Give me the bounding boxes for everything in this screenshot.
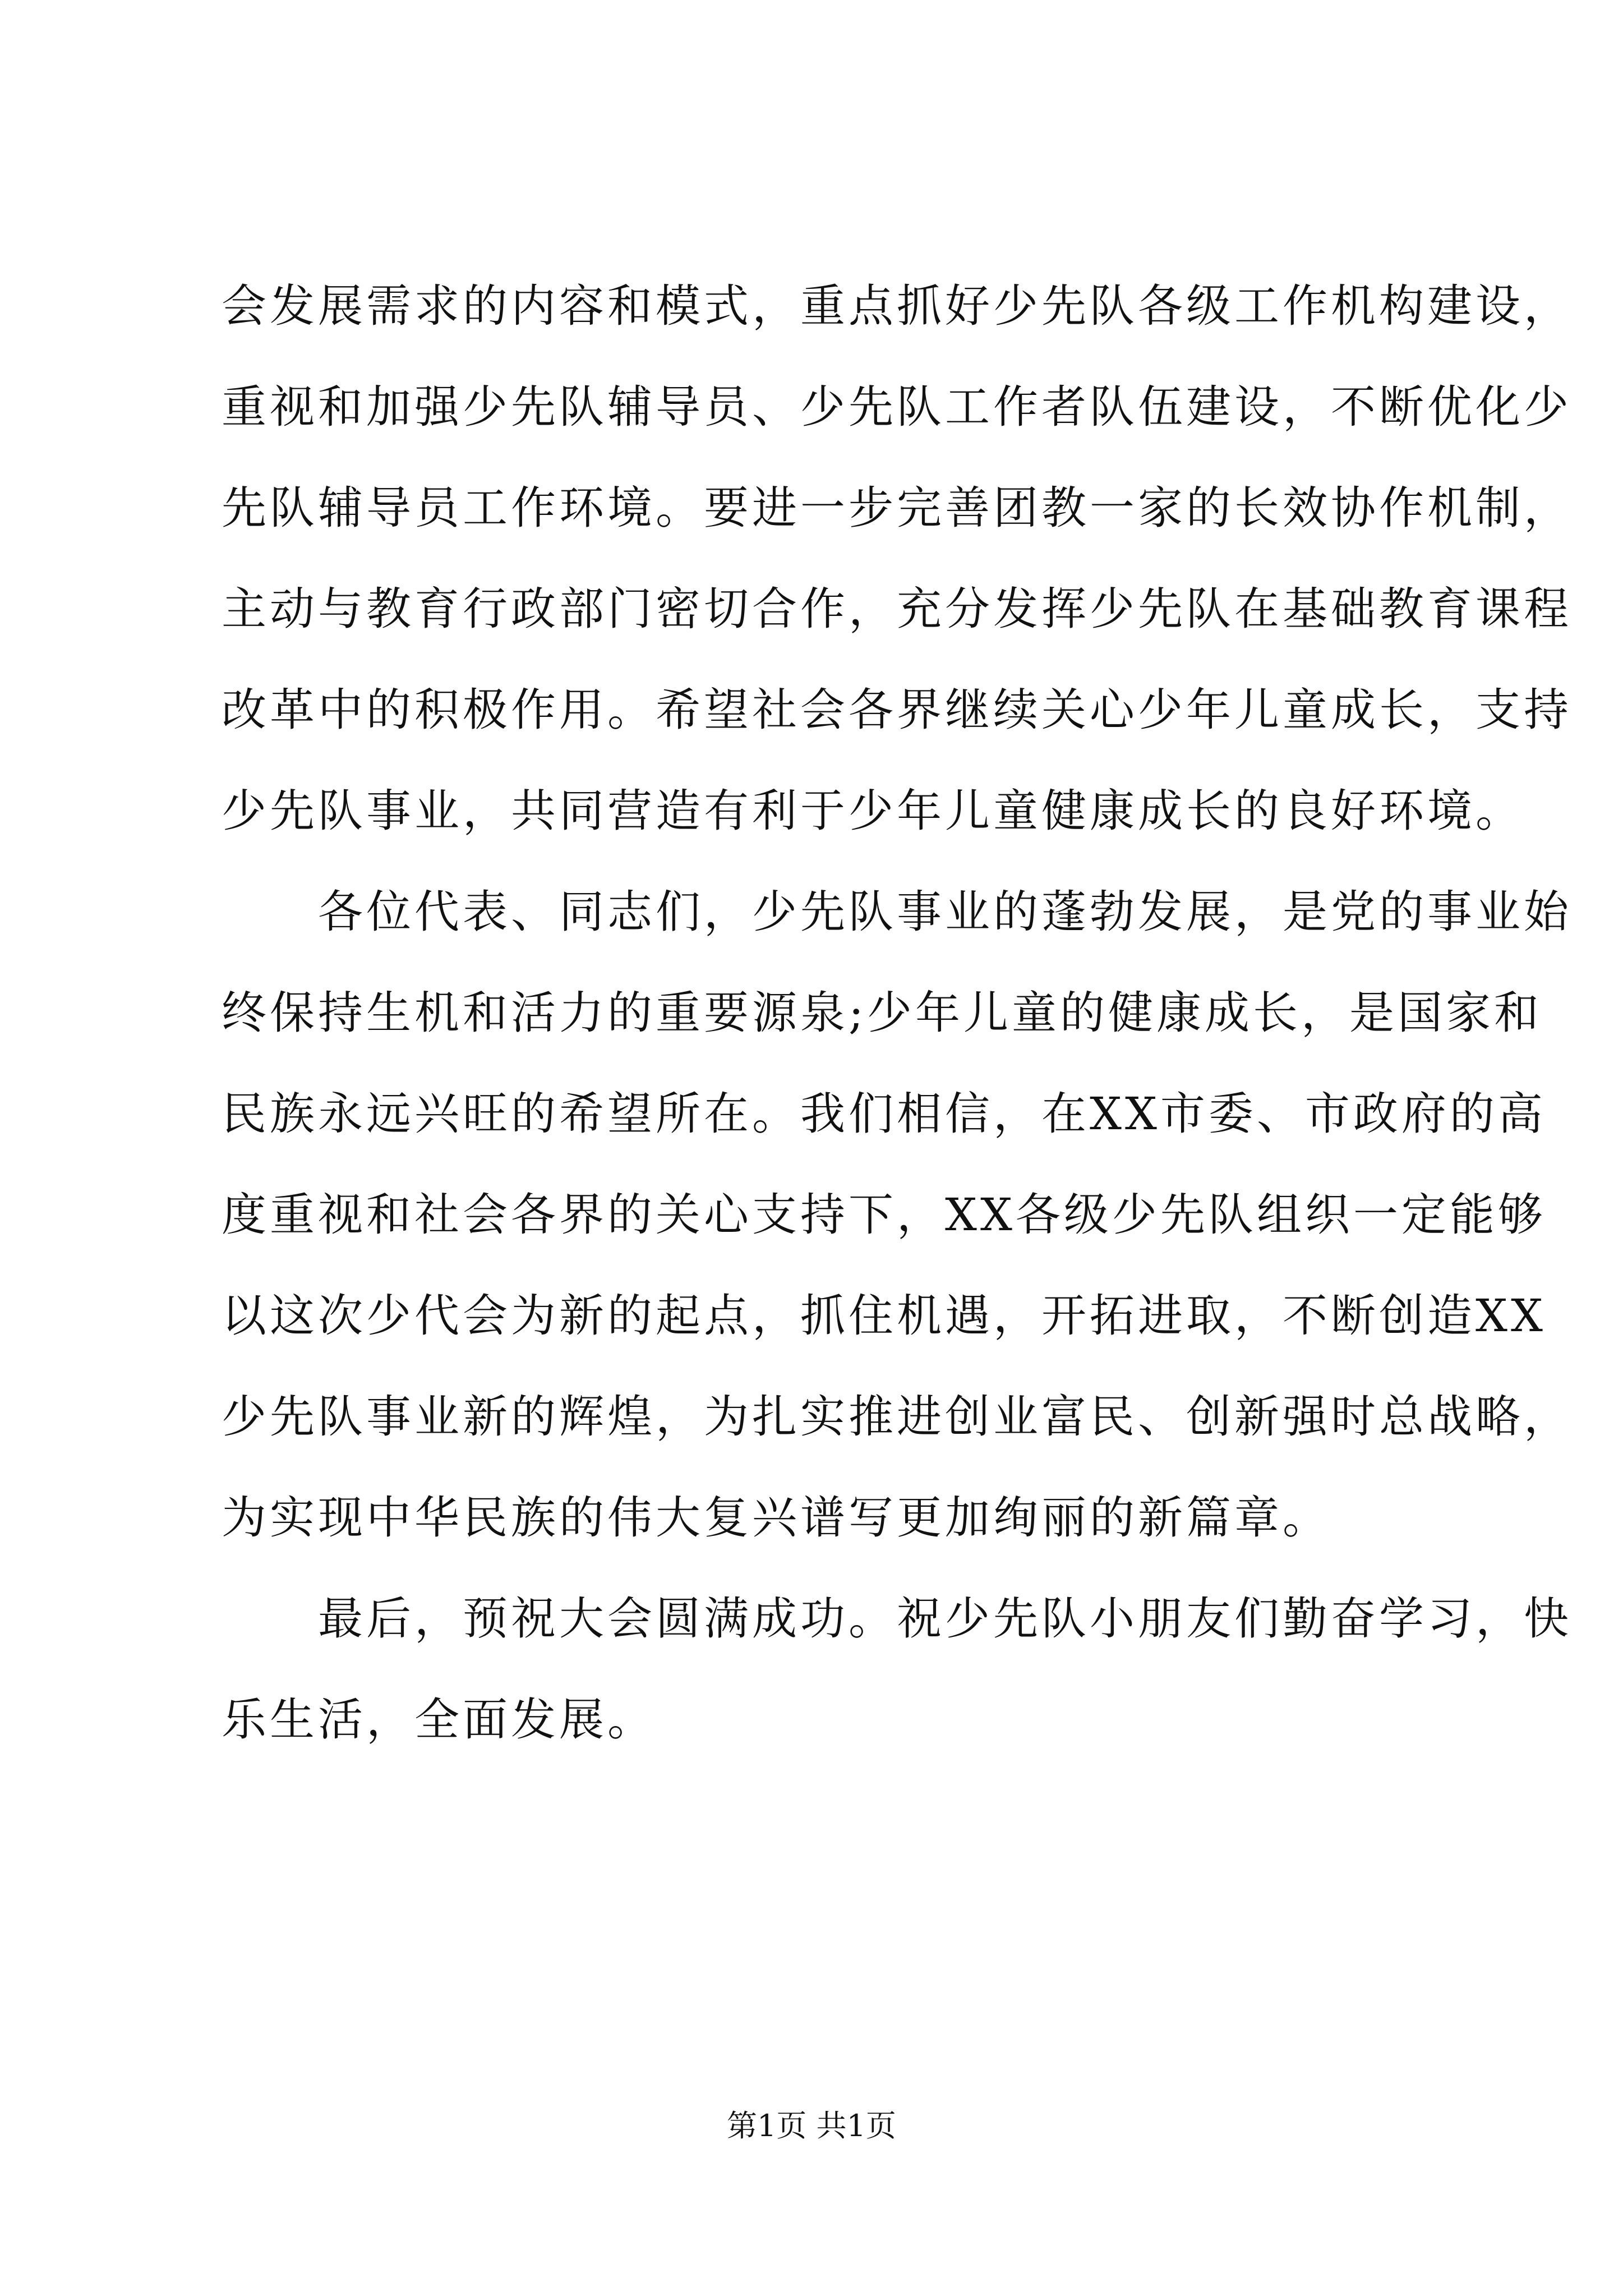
text-line: 重视和加强少先队辅导员、少先队工作者队伍建设，不断优化少	[222, 381, 1572, 433]
text-line: 以这次少代会为新的起点，抓住机遇，开拓进取，不断创造XX	[222, 1290, 1546, 1342]
text-line: 为实现中华民族的伟大复兴谱写更加绚丽的新篇章。	[222, 1492, 1331, 1544]
text-line: 少先队事业，共同营造有利于少年儿童健康成长的良好环境。	[222, 785, 1524, 837]
text-line: 度重视和社会各界的关心支持下，XX各级少先队组织一定能够	[222, 1189, 1546, 1241]
text-line: 改革中的积极作用。希望社会各界继续关心少年儿童成长，支持	[222, 684, 1572, 736]
text-line: 终保持生机和活力的重要源泉;少年儿童的健康成长，是国家和	[222, 987, 1542, 1039]
page-number-footer: 第1页 共1页	[727, 2108, 896, 2143]
text-line: 民族永远兴旺的希望所在。我们相信，在XX市委、市政府的高	[222, 1088, 1546, 1140]
document-body	[222, 256, 1572, 1770]
text-line: 乐生活，全面发展。	[222, 1694, 656, 1746]
text-line: 会发展需求的内容和模式，重点抓好少先队各级工作机构建设，	[222, 280, 1572, 332]
text-line: 主动与教育行政部门密切合作，充分发挥少先队在基础教育课程	[222, 583, 1572, 635]
text-line: 先队辅导员工作环境。要进一步完善团教一家的长效协作机制，	[222, 482, 1572, 534]
text-line: 各位代表、同志们，少先队事业的蓬勃发展，是党的事业始	[222, 886, 1572, 938]
text-line: 少先队事业新的辉煌，为扎实推进创业富民、创新强时总战略，	[222, 1391, 1572, 1443]
text-line: 最后，预祝大会圆满成功。祝少先队小朋友们勤奋学习，快	[222, 1593, 1572, 1645]
